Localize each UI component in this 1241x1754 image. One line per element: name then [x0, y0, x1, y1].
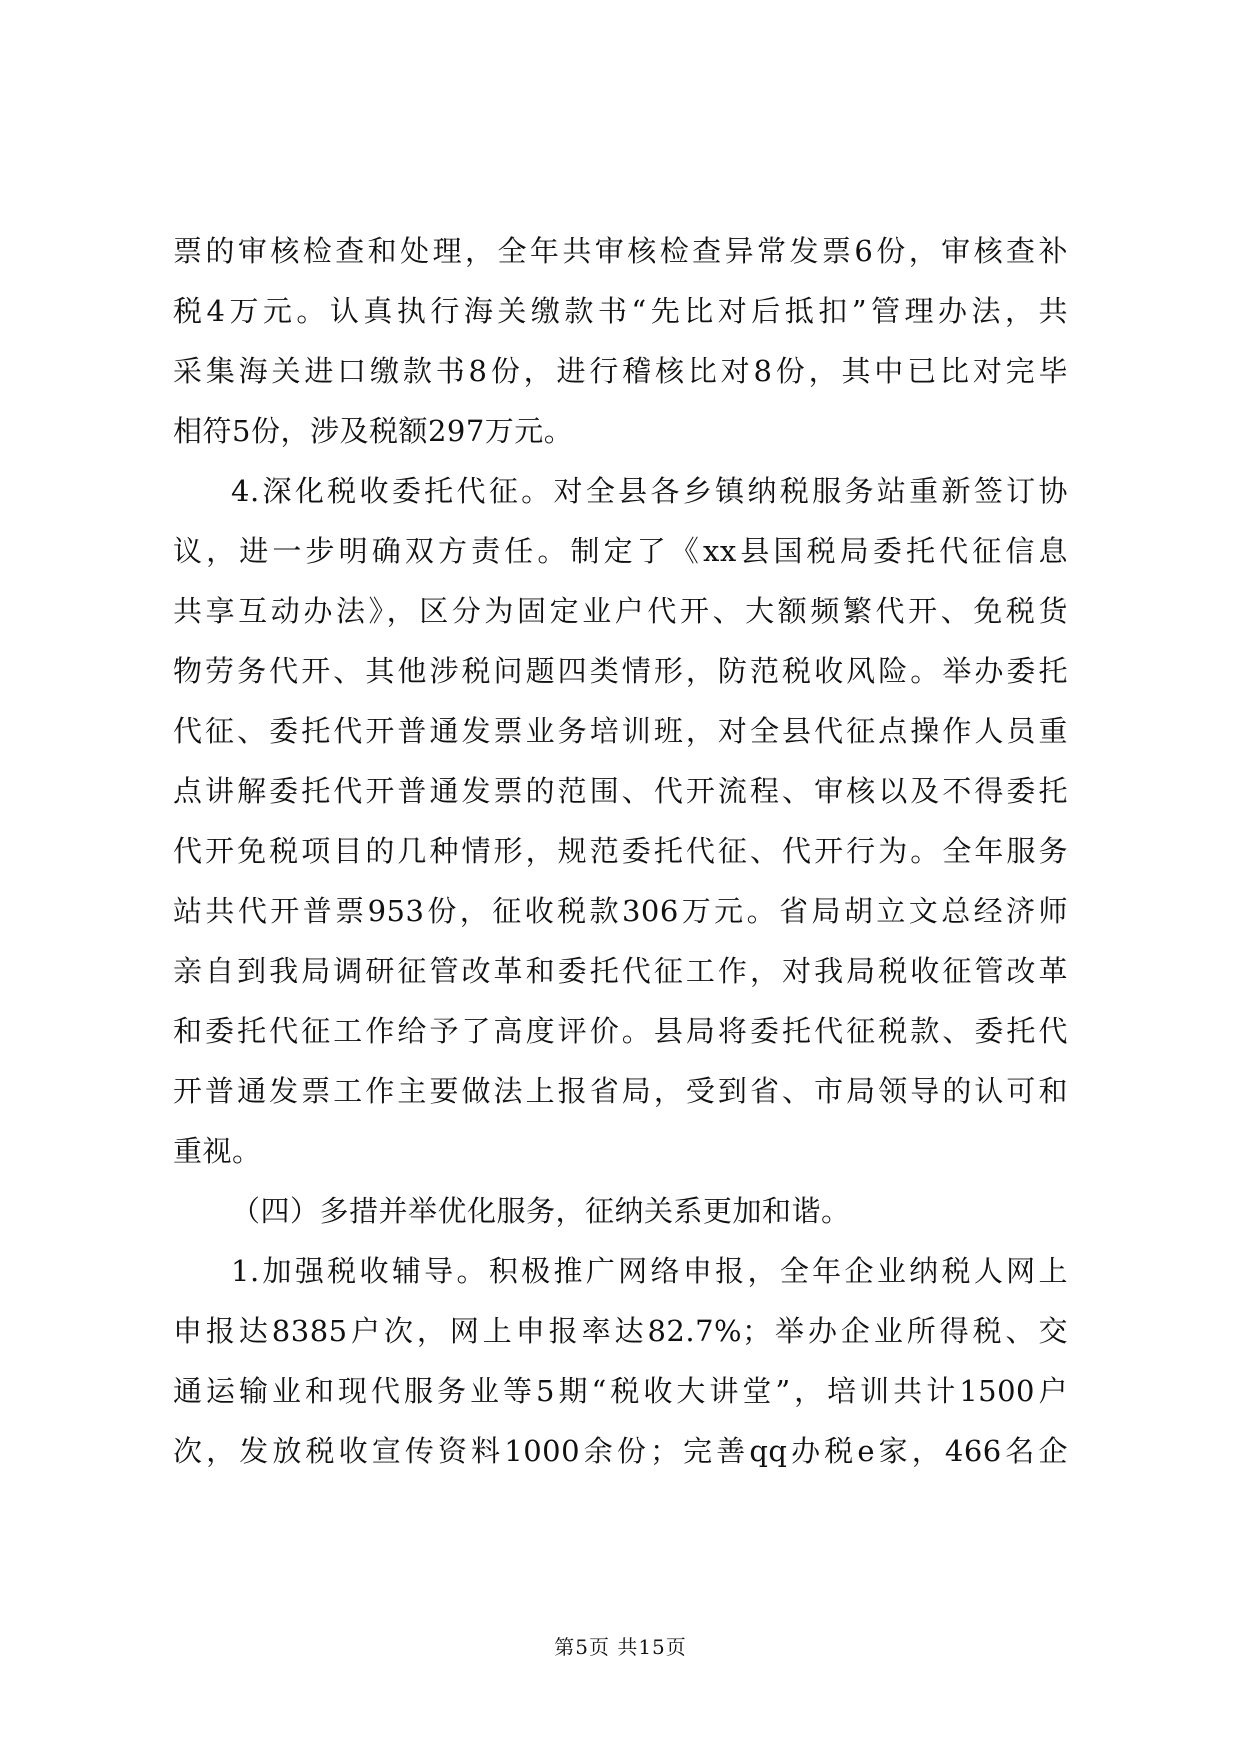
text-line: 代开免税项目的几种情形，规范委托代征、代开行为。全年服务: [173, 834, 1068, 868]
text-line: 共享互动办法》，区分为固定业户代开、大额频繁代开、免税货: [173, 594, 1068, 628]
text-line: 采集海关进口缴款书8份，进行稽核比对8份，其中已比对完毕: [173, 354, 1068, 388]
text-line: 和委托代征工作给予了高度评价。县局将委托代征税款、委托代: [173, 1014, 1068, 1048]
text-line: 物劳务代开、其他涉税问题四类情形，防范税收风险。举办委托: [173, 654, 1068, 688]
text-line: 税4万元。认真执行海关缴款书“先比对后抵扣”管理办法，共: [173, 294, 1068, 328]
text-line: 申报达8385户次，网上申报率达82.7%；举办企业所得税、交: [173, 1314, 1068, 1348]
text-line: 相符5份，涉及税额297万元。: [173, 414, 574, 448]
text-line: 次，发放税收宣传资料1000余份；完善qq办税e家，466名企: [173, 1434, 1068, 1468]
text-line: 站共代开普票953份，征收税款306万元。省局胡立文总经济师: [173, 894, 1068, 928]
section-heading: （四）多措并举优化服务，征纳关系更加和谐。: [231, 1194, 851, 1228]
text-line: 代征、委托代开普通发票业务培训班，对全县代征点操作人员重: [173, 714, 1068, 748]
text-line: 议，进一步明确双方责任。制定了《xx县国税局委托代征信息: [173, 534, 1068, 568]
text-line: 票的审核检查和处理，全年共审核检查异常发票6份，审核查补: [173, 234, 1068, 268]
text-line: 重视。: [173, 1134, 262, 1168]
page-number-footer: 第5页 共15页: [554, 1635, 687, 1659]
text-line: 开普通发票工作主要做法上报省局，受到省、市局领导的认可和: [173, 1074, 1068, 1108]
text-line: 亲自到我局调研征管改革和委托代征工作，对我局税收征管改革: [173, 954, 1068, 988]
text-line: 点讲解委托代开普通发票的范围、代开流程、审核以及不得委托: [173, 774, 1068, 808]
paragraph-heading-line: 1.加强税收辅导。积极推广网络申报，全年企业纳税人网上: [231, 1254, 1068, 1288]
text-line: 通运输业和现代服务业等5期“税收大讲堂”，培训共计1500户: [173, 1374, 1068, 1408]
paragraph-heading-line: 4.深化税收委托代征。对全县各乡镇纳税服务站重新签订协: [231, 474, 1068, 508]
